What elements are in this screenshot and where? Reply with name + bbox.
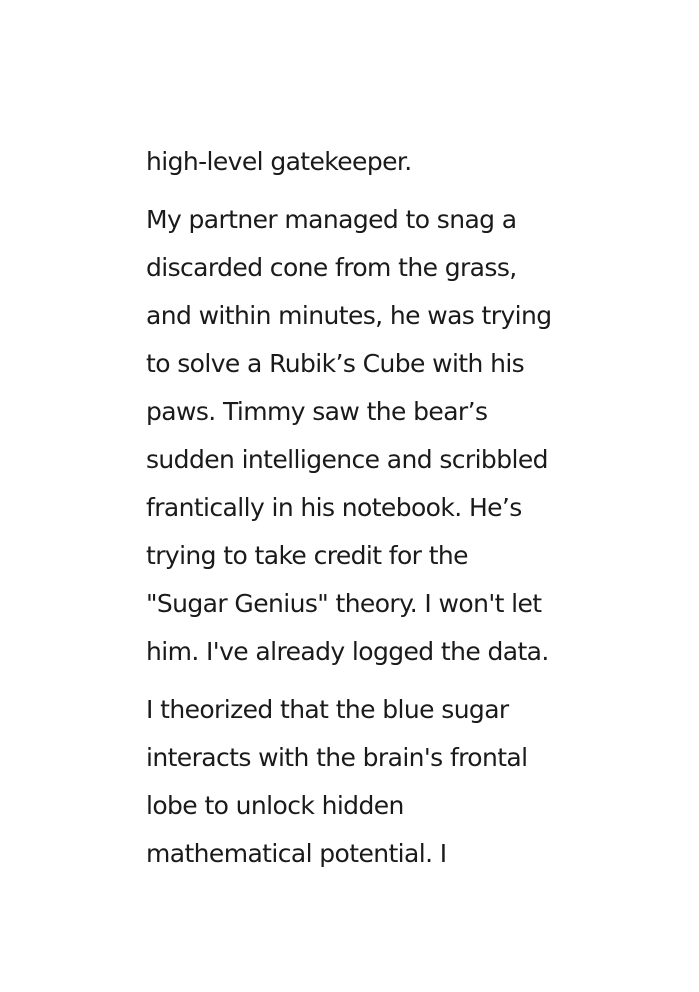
text-line: I theorized that the blue sugar — [146, 695, 509, 724]
text-line: My partner managed to snag a — [146, 205, 517, 234]
text-line: sudden intelligence and scribbled — [146, 445, 548, 474]
text-line: paws. Timmy saw the bear’s — [146, 397, 488, 426]
text-line: high-level gatekeeper. — [146, 147, 412, 176]
paragraph-1 — [146, 138, 566, 186]
text-line: discarded cone from the grass, — [146, 253, 517, 282]
text-line: trying to take credit for the — [146, 541, 468, 570]
text-line: interacts with the brain's frontal — [146, 743, 528, 772]
text-line: mathematical potential. I — [146, 839, 447, 868]
paragraph-2 — [146, 196, 566, 676]
text-line: lobe to unlock hidden — [146, 791, 404, 820]
text-line: frantically in his notebook. He’s — [146, 493, 522, 522]
text-line: him. I've already logged the data. — [146, 637, 549, 666]
page-body-text — [146, 138, 566, 888]
text-line: to solve a Rubik’s Cube with his — [146, 349, 525, 378]
text-line: "Sugar Genius" theory. I won't let — [146, 589, 542, 618]
text-line: and within minutes, he was trying — [146, 301, 552, 330]
paragraph-3 — [146, 686, 566, 878]
